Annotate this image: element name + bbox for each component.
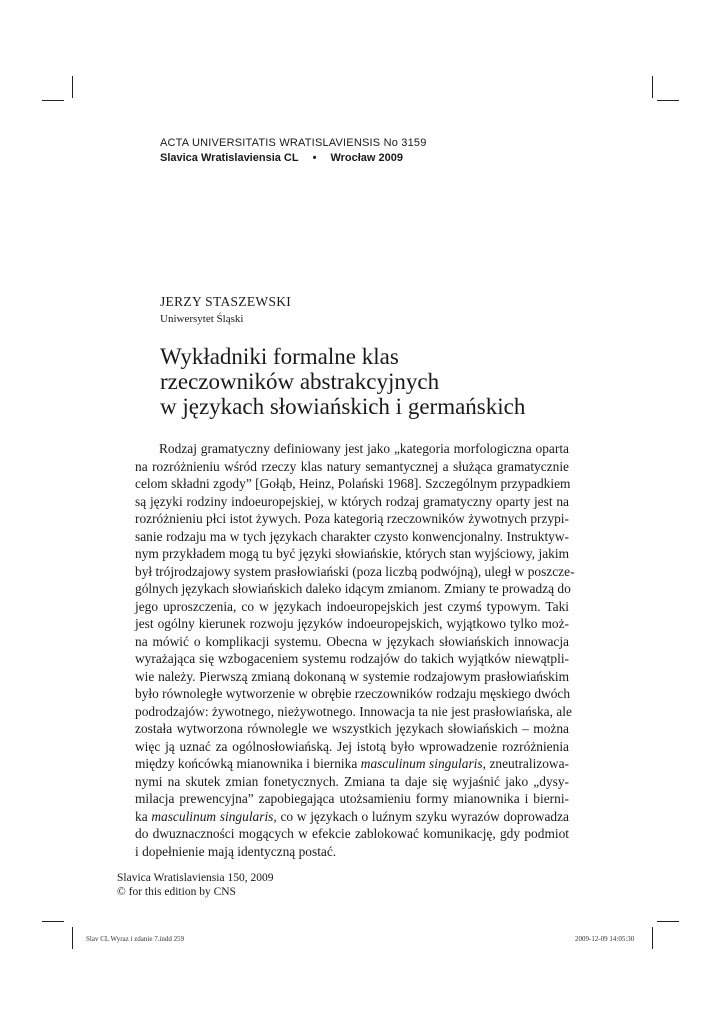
body-line: milacja prewencyjna” zapobiegająca utożsamieniu formy mianownika i bierni- [135,791,569,806]
crop-mark-bottom-right-v [652,927,653,949]
crop-mark-bottom-left-h [42,921,64,922]
body-line: jego uproszczenia, co w językach indoeuropejskich jest czymś typowym. Taki [135,598,569,614]
body-line: wie należy. Pierwszą zmianą dokonaną w systemie rodzajowym prasłowiańskim [135,668,569,684]
page-footer [117,871,273,899]
series-line: ACTA UNIVERSITATIS WRATISLAVIENSIS No 3159 [160,137,427,149]
title-line: Wykładniki formalne klas [160,344,399,369]
body-line: więc ją uznać za ogólnosłowiańską. Jej istotą było wprowadzenie rozróżnienia [135,738,569,754]
body-line: był trójrodzajowy system prasłowiański (poza liczbą podwójną), uległ w poszcze- [135,563,575,579]
crop-mark-bottom-right-h [657,921,679,922]
italic-term: masculinum singularis [151,808,274,824]
crop-mark-top-left-v [72,76,73,98]
body-line: rozróżnieniu płci istot żywych. Poza kategorią rzeczowników żywotnych przypi- [135,511,569,526]
separator-dot: • [312,152,317,164]
author-name: JERZY STASZEWSKI [160,294,292,309]
text-segment: , co w językach o luźnym szyku wyrazów doprowadza [273,808,569,824]
body-line: została wytworzona równolegle we wszystkich językach słowiańskich – można [135,721,569,736]
body-line: Rodzaj gramatyczny definiowany jest jako „kategoria morfologiczna oparta [159,441,569,456]
print-slug-file: Slav CL Wyraz i zdanie 7.indd 259 [86,935,185,943]
print-slug-timestamp: 2009-12-09 14:05:30 [575,935,635,943]
body-line: wyrażająca się wzbogaceniem systemu rodzajów do takich wyjątków niewątpli- [135,651,569,666]
footer-copyright: © for this edition by CNS [117,886,236,898]
crop-mark-bottom-left-v [72,927,73,949]
crop-mark-top-right-v [652,76,653,98]
crop-mark-top-right-h [657,100,679,101]
crop-mark-top-left-h [42,100,64,101]
body-line: nymi na skutek zmian fonetycznych. Zmiana ta daje się wyjaśnić jako „dysy- [135,773,569,789]
title-line: rzeczowników abstrakcyjnych [160,369,440,394]
body-line: gólnych językach słowiańskich daleko idącym zmianom. Zmiany te prowadzą do [135,581,571,596]
article-body [135,440,575,860]
author-affiliation: Uniwersytet Śląski [160,313,244,325]
footer-citation: Slavica Wratislaviensia 150, 2009 [117,872,274,884]
text-segment: ka [135,808,152,824]
title-line: w językach słowiańskich i germańskich [160,394,526,419]
journal-name: Slavica Wratislaviensia CL [160,152,299,164]
body-line: są języki rodziny indoeuropejskiej, w których rodzaj gramatyczny oparty jest na [135,493,569,509]
text-segment: , zneutralizowa- [482,756,570,771]
body-line: sanie rodzaju ma w tych językach charakter czysto konwencjonalny. Instruktyw- [135,528,569,544]
body-line: na rozróżnieniu wśród rzeczy klas natury semantycznej a służąca gramatycznie [135,458,569,474]
body-line: nym przykładem mogą tu być języki słowiańskie, których stan wyjściowy, jakim [135,546,569,561]
text-segment: między końcówką mianownika i biernika [135,756,361,771]
journal-header [160,136,427,165]
body-line: i dopełnienie mają identyczną postać. [135,843,337,859]
body-line: do dwuznaczności mogących w efekcie zablokować komunikację, gdy podmiot [135,826,569,841]
body-line: na mówić o komplikacji systemu. Obecna w językach słowiańskich innowacja [135,633,569,649]
article-title [160,344,580,419]
body-line: było równoległe wytworzenie w obrębie rzeczowników rodzaju męskiego dwóch [135,686,571,701]
body-line: celom składni zgody” [Gołąb, Heinz, Polański 1968]. Szczególnym przypadkiem [135,476,571,491]
italic-term: masculinum singularis [360,756,483,771]
place-year: Wrocław 2009 [330,152,404,164]
body-line: jest ogólny kierunek rozwoju języków indoeuropejskich, wyjątkowo tylko moż- [135,616,569,631]
body-line [135,808,569,826]
journal-line [160,151,404,165]
body-line: podrodzajów: żywotnego, nieżywotnego. Innowacja ta nie jest prasłowiańska, ale [135,703,572,719]
body-line [135,755,569,773]
